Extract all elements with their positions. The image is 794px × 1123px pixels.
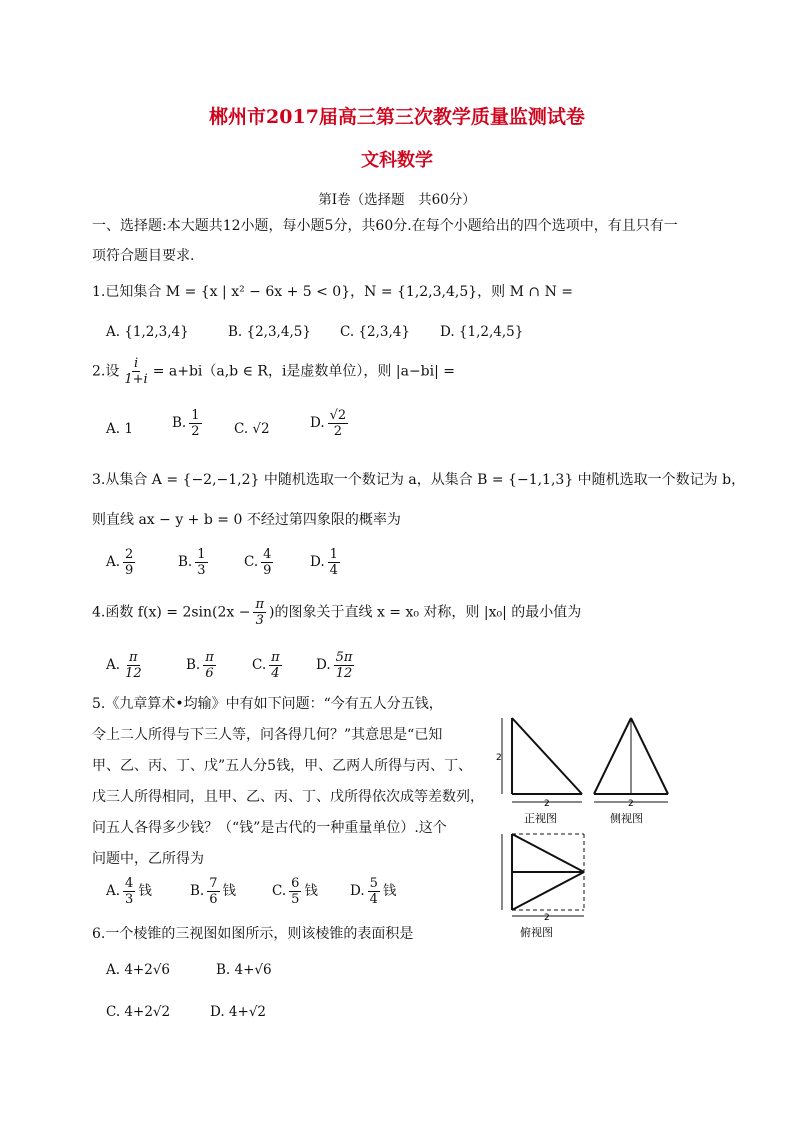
- frac-den: 6: [205, 666, 214, 681]
- q4-option-c: [252, 650, 285, 681]
- opt-frac: [195, 547, 207, 578]
- q2-option-a: A. 1: [106, 421, 133, 437]
- opt-label: D.: [316, 657, 331, 673]
- frac-num: 1: [329, 547, 338, 562]
- frac-den: 5: [291, 892, 300, 907]
- q5-line-3: 甲、乙、丙、丁、戊”五人分5钱，甲、乙两人所得与丙、丁、: [92, 758, 473, 774]
- top-view: [502, 834, 584, 916]
- frac-num: 2: [125, 547, 134, 562]
- q1-option-a: A. {1,2,3,4}: [106, 324, 189, 340]
- q5-line-5: 问五人各得多少钱？（“钱”是古代的一种重量单位）.这个: [92, 820, 447, 836]
- frac-den: 6: [209, 892, 218, 907]
- opt-label: B.: [178, 554, 193, 570]
- opt-frac: [368, 876, 380, 907]
- q6-option-b: B. 4+√6: [216, 962, 272, 978]
- frac-num: 7: [209, 876, 218, 891]
- q3-option-c: [244, 547, 276, 578]
- q4-stem-post: )的图象关于直线 x = x₀ 对称，则 |x₀| 的最小值为: [269, 604, 582, 621]
- frac-den: 4: [329, 563, 338, 578]
- q1-option-d: D. {1,2,4,5}: [440, 324, 524, 340]
- frac-den: 12: [335, 666, 353, 681]
- q2-option-b-label: B.: [172, 415, 187, 431]
- frac-den: 9: [263, 563, 272, 578]
- intro-line-1: 一、选择题:本大题共12小题，每小题5分，共60分.在每个小题给出的四个选项中，有且只有一: [92, 218, 678, 234]
- opt-frac: [269, 650, 282, 681]
- q4-stem: [92, 597, 581, 628]
- opt-label: B.: [186, 657, 201, 673]
- q4-option-d: [316, 650, 357, 681]
- frac-num: π: [271, 650, 280, 665]
- q4-fraction: [253, 597, 266, 628]
- q6-option-a: A. 4+2√6: [106, 962, 171, 978]
- q3-line-1: 3.从集合 A = {−2,−1,2} 中随机选取一个数记为 a，从集合 B = {−1,1,3} 中随机选取一个数记为 b，: [92, 472, 746, 488]
- q2-option-b-frac: [189, 408, 201, 439]
- opt-label: D.: [350, 883, 365, 899]
- section-heading: 第Ⅰ卷（选择题 共60分）: [318, 192, 476, 208]
- opt-frac: [261, 547, 273, 578]
- opt-label: C.: [244, 554, 259, 570]
- opt-label: A.: [106, 657, 121, 673]
- top-view-label: 俯视图: [520, 926, 553, 939]
- frac-den: 3: [255, 613, 264, 628]
- front-width-label: 2: [544, 799, 550, 809]
- q5-line-1: 5.《九章算术•均输》中有如下问题：“今有五人分五钱，: [92, 696, 443, 712]
- q1-stem: 1.已知集合 M = {x | x² − 6x + 5 < 0}，N = {1,2,3,4,5}，则 M ∩ N =: [92, 284, 573, 300]
- side-width-label: 2: [628, 799, 634, 809]
- q5-option-d: [350, 876, 396, 907]
- q6-stem: 6.一个棱锥的三视图如图所示，则该棱锥的表面积是: [92, 926, 414, 942]
- opt-frac: [203, 650, 216, 681]
- frac-num: π: [255, 597, 265, 612]
- q5-line-6: 问题中，乙所得为: [92, 851, 204, 867]
- opt-frac: [207, 876, 219, 907]
- q2-fraction: [122, 356, 149, 387]
- q1-option-c: C. {2,3,4}: [340, 324, 410, 340]
- front-view-label: 正视图: [524, 812, 557, 825]
- frac-num: 5: [369, 876, 378, 891]
- q4-stem-pre: 4.函数 f(x) = 2sin(2x −: [92, 604, 251, 621]
- q2-stem: [92, 356, 455, 387]
- q5-line-4: 戊三人所得相同，且甲、乙、丙、丁、戊所得依次成等差数列，: [92, 789, 484, 805]
- frac-num: √2: [329, 408, 347, 423]
- opt-label: B.: [190, 883, 205, 899]
- frac-num: π: [205, 650, 214, 665]
- frac-den: 2: [333, 424, 343, 439]
- three-view-figure: [494, 708, 704, 940]
- q2-option-c: C. √2: [234, 421, 270, 437]
- page-subtitle: 文科数学: [361, 150, 433, 171]
- q2-option-b: [172, 408, 205, 439]
- q3-line-2: 则直线 ax − y + b = 0 不经过第四象限的概率为: [92, 512, 401, 528]
- frac-num: 4: [263, 547, 272, 562]
- opt-label: C.: [272, 883, 287, 899]
- page-title: 郴州市2017届高三第三次教学质量监测试卷: [209, 106, 585, 128]
- side-view-label: 侧视图: [610, 812, 643, 825]
- q2-option-d: [310, 408, 351, 439]
- q2-option-d-label: D.: [310, 415, 325, 431]
- q2-fraction-den: 1+i: [124, 372, 148, 387]
- q3-option-a: [106, 547, 138, 578]
- frac-den: 4: [271, 666, 280, 681]
- frac-den: 2: [191, 424, 200, 439]
- q5-option-c: [272, 876, 318, 907]
- frac-den: 9: [125, 563, 134, 578]
- front-view: [502, 718, 582, 802]
- unit-label: 钱: [304, 883, 318, 899]
- frac-den: 3: [125, 892, 134, 907]
- q2-fraction-num: i: [133, 356, 139, 371]
- q2-option-d-frac: [328, 408, 349, 439]
- unit-label: 钱: [382, 883, 397, 899]
- frac-num: 4: [125, 876, 134, 891]
- opt-frac: [334, 650, 355, 681]
- q4-option-b: [186, 650, 219, 681]
- frac-num: 6: [291, 876, 300, 891]
- side-view: [594, 718, 668, 802]
- unit-label: 钱: [222, 883, 236, 899]
- q5-option-a: [106, 876, 152, 907]
- q1-option-b: B. {2,3,4,5}: [228, 324, 311, 340]
- q6-option-c: C. 4+2√2: [106, 1004, 171, 1020]
- frac-num: π: [129, 650, 138, 665]
- opt-frac: [123, 876, 135, 907]
- frac-den: 4: [369, 892, 378, 907]
- top-width-label: 2: [544, 913, 550, 923]
- frac-num: 1: [191, 408, 200, 423]
- frac-den: 12: [125, 666, 142, 681]
- opt-label: A.: [106, 554, 121, 570]
- intro-line-2: 项符合题目要求.: [92, 248, 195, 264]
- q5-line-2: 令上二人所得与下三人等，问各得几何？”其意思是“已知: [92, 727, 443, 743]
- front-height-label: 2: [496, 753, 502, 763]
- frac-num: 5π: [335, 650, 353, 665]
- q4-option-a: [106, 650, 147, 681]
- q3-option-d: [310, 547, 343, 578]
- opt-label: D.: [310, 554, 325, 570]
- opt-frac: [328, 547, 340, 578]
- opt-frac: [123, 547, 135, 578]
- opt-frac: [289, 876, 301, 907]
- q2-stem-pre: 2.设: [92, 363, 120, 380]
- opt-label: A.: [106, 883, 121, 899]
- opt-label: C.: [252, 657, 267, 673]
- q6-option-d: D. 4+√2: [210, 1004, 267, 1020]
- frac-den: 3: [197, 563, 206, 578]
- frac-num: 1: [197, 547, 206, 562]
- q2-stem-post: = a+bi（a,b ∈ R，i是虚数单位），则 |a−bi| =: [152, 363, 456, 380]
- opt-frac: [123, 650, 144, 681]
- unit-label: 钱: [138, 883, 152, 899]
- q5-option-b: [190, 876, 236, 907]
- q3-option-b: [178, 547, 211, 578]
